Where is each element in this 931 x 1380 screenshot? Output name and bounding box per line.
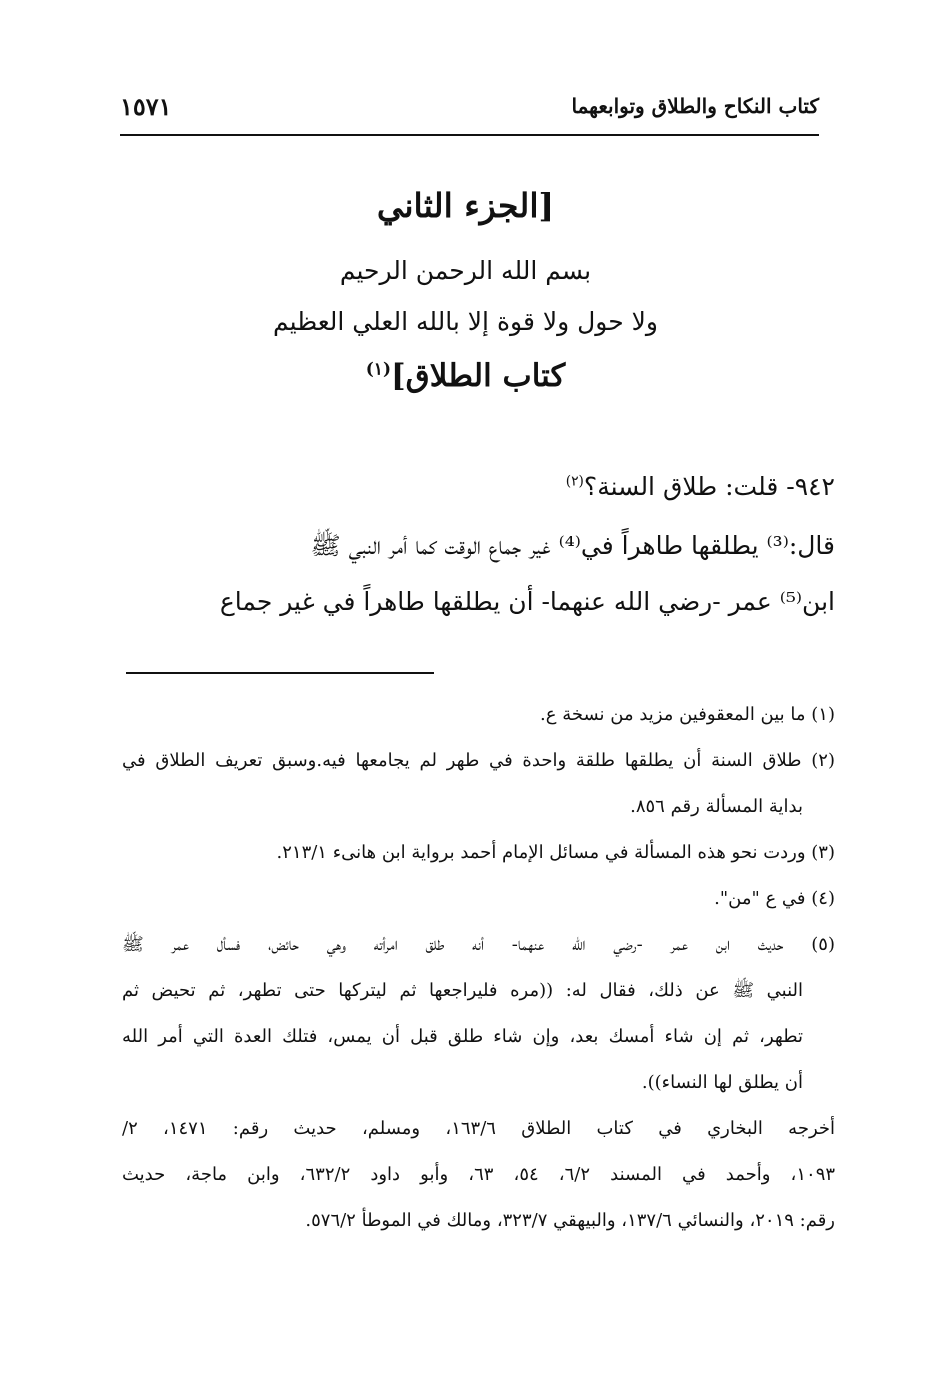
answer-line-1: قال:⁽³⁾ يطلقها طاهراً في⁽⁴⁾ غير جماع الوقت كما أمر النبي ﷺ [310, 531, 835, 560]
footnote-5-source-line-1: أخرجه البخاري في كتاب الطلاق ١٦٣/٦، ومسلم، حديث رقم: ١٤٧١، ٢/ [122, 1118, 835, 1139]
question-line [122, 472, 835, 501]
page-number: ١٥٧١ [120, 92, 172, 121]
footnote-3: (٣) وردت نحو هذه المسألة في مسائل الإمام أحمد برواية ابن هانىء ٢١٣/١. [276, 842, 835, 863]
book-title-text: كتاب الطلاق] [391, 358, 566, 394]
hawqala: ولا حول ولا قوة إلا بالله العلي العظيم [273, 307, 658, 336]
footnote-5-line-3: تطهر، ثم إن شاء أمسك بعد، وإن شاء طلق قبل أن يمس، فتلك العدة التي أمر الله [122, 1026, 803, 1047]
question-note-ref: (٢) [565, 473, 584, 490]
footnote-5-source-line-2: ١٠٩٣، وأحمد في المسند ٦/٢، ٥٤، ٦٣، وأبو داود ٦٣٢/٢، وابن ماجة، حديث [122, 1164, 836, 1185]
footnote-2-line-1: (٢) طلاق السنة أن يطلقها طلقة واحدة في طهر لم يجامعها فيه.وسبق تعريف الطلاق في [122, 750, 835, 771]
part-title: [الجزء الثاني [376, 186, 555, 225]
footnote-5-line-4: أن يطلق لها النساء)). [641, 1072, 803, 1093]
footnote-5-line-1: (٥) حديث ابن عمر -رضي الله عنهما- أنه طلق امرأته وهي حائض، فسأل عمر ﷺ [122, 934, 835, 955]
basmala: بسم الله الرحمن الرحيم [339, 256, 592, 285]
page-header [120, 88, 819, 128]
running-title: كتاب النكاح والطلاق وتوابعهما [571, 94, 819, 118]
footnote-2-line-2: بداية المسألة رقم ٨٥٦. [630, 796, 803, 817]
footnote-5-line-2: النبي ﷺ عن ذلك، فقال له: ((مره فليراجعها ثم ليتركها حتى تطهر، ثم تحيض ثم [122, 980, 803, 1001]
book-title-note-ref: (١) [365, 359, 392, 380]
header-rule [120, 134, 819, 136]
footnote-1: (١) ما بين المعقوفين مزيد من نسخة ع. [540, 704, 835, 725]
footnote-5-source-line-3: رقم: ٢٠١٩، والنسائي ١٣٧/٦، والبيهقي ٣٢٣/٧، ومالك في الموطأ ٥٧٦/٢. [305, 1210, 835, 1231]
footnote-4: (٤) في ع "من". [714, 888, 835, 909]
question-text: ٩٤٢- قلت: طلاق السنة؟ [583, 472, 835, 501]
footnote-separator [126, 672, 434, 674]
book-title [100, 358, 831, 394]
answer-line-2: ابن⁽⁵⁾ عمر -رضي الله عنهما- أن يطلقها طاهراً في غير جماع [219, 587, 835, 616]
